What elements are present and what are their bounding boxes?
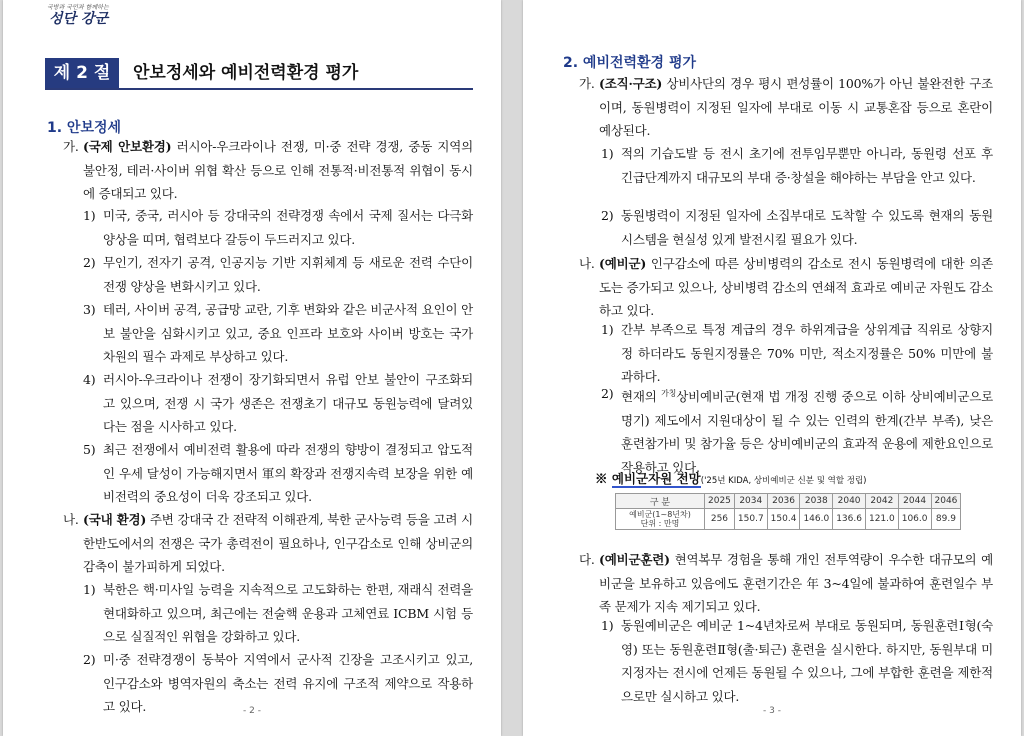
list-item	[83, 438, 473, 509]
superscript-note: 가칭	[661, 389, 677, 398]
table-row-label	[616, 509, 705, 530]
item-text: 동원병력이 지정된 일자에 소집부대로 도착할 수 있도록 현재의 동원시스템을 현실성 있게 발전시킬 필요가 있다.	[621, 208, 993, 247]
row-label-line: 예비군(1~8년차)	[629, 510, 691, 519]
paragraph-title: (조직·구조)	[599, 76, 663, 91]
table-header-cell: 2046	[931, 494, 961, 509]
heading-security-situation: 1. 안보정세	[47, 120, 122, 136]
item-number: 1)	[601, 146, 614, 161]
paragraph-label: 다.	[579, 552, 595, 567]
section-title: 안보정세와 예비전력환경 평가	[133, 63, 359, 83]
item-number: 1)	[601, 322, 614, 337]
item-text: 무인기, 전자기 공격, 인공지능 기반 지휘체계 등 새로운 전력 수단이 전쟁 양상을 변화시키고 있다.	[103, 255, 473, 294]
paragraph-ga	[579, 72, 993, 143]
heading-reserve-environment: 2. 예비전력환경 평가	[563, 55, 696, 71]
paragraph-label: 나.	[63, 512, 79, 527]
document-page-left	[3, 0, 501, 736]
paragraph-na	[63, 508, 473, 579]
table-header-cell: 2044	[898, 494, 931, 509]
section-header	[45, 58, 473, 90]
army-logo	[47, 4, 109, 28]
paragraph-title: (예비군)	[599, 256, 647, 271]
note-mark: ※	[595, 471, 608, 486]
note-source: ('25년 KIDA, 상비예비군 신분 및 역할 정립)	[700, 476, 867, 486]
item-text-prefix: 현재의	[621, 389, 662, 405]
paragraph-label: 나.	[579, 256, 595, 271]
item-text: 동원예비군은 예비군 1~4년차로써 부대로 동원되며, 동원훈련Ⅰ형(숙영) 또는 동원훈련Ⅱ형(출·퇴근) 훈련을 실시한다. 하지만, 동원부대 미지정자는 전시에 언제든 동원될 수 있으나, 그에 부합한 훈련을 제한적으로만 실시하고 있다.	[621, 618, 993, 704]
item-text: 러시아-우크라이나 전쟁이 장기화되면서 유럽 안보 불안이 구조화되고 있으며, 전쟁 시 국가 생존은 전쟁초기 대규모 동원능력에 달려있다는 점을 시사하고 있다.	[103, 372, 473, 434]
item-text: 간부 부족으로 특정 계급의 경우 하위계급을 상위계급 직위로 상향지정 하더라도 동원지정률은 70% 미만, 적소지정률은 50% 미만에 불과하다.	[621, 322, 993, 384]
row-label-unit: 단위 : 만명	[640, 519, 680, 528]
table-header-cell: 2025	[705, 494, 735, 509]
list-item	[83, 578, 473, 649]
item-text: 테러, 사이버 공격, 공급망 교란, 기후 변화와 같은 비군사적 요인이 안보 불안을 심화시키고 있고, 중요 인프라 보호와 사이버 방호는 국가 차원의 필수 과제로 부상하고 있다.	[103, 302, 473, 364]
item-number: 2)	[83, 652, 96, 667]
list-item	[601, 614, 993, 708]
item-text: 미국, 중국, 러시아 등 강대국의 전략경쟁 속에서 국제 질서는 다극화 양상을 띠며, 협력보다 갈등이 두드러지고 있다.	[103, 208, 473, 247]
table-header-row	[616, 494, 961, 509]
table-cell: 136.6	[833, 509, 866, 530]
logo-text: 성단 강군	[49, 11, 108, 27]
item-text: 최근 전쟁에서 예비전력 활용에 따라 전쟁의 향방이 결정되고 압도적인 우세 달성이 가능해지면서 軍의 확장과 전쟁지속력 보장을 위한 예비전력의 중요성이 더욱 강조되고 있다.	[103, 442, 473, 504]
paragraph-label: 가.	[63, 139, 79, 154]
list-item	[83, 204, 473, 251]
table-cell: 150.4	[767, 509, 800, 530]
item-number: 4)	[83, 372, 96, 387]
list-item	[601, 142, 993, 189]
table-header-cell: 2034	[734, 494, 767, 509]
page-number: - 3 -	[763, 706, 781, 716]
list-item	[83, 298, 473, 369]
forecast-note	[595, 469, 867, 487]
item-number: 1)	[83, 208, 96, 223]
item-number: 2)	[83, 255, 96, 270]
list-item	[83, 368, 473, 439]
note-title: 예비군자원 전망	[611, 471, 701, 486]
table-header-label: 구 분	[616, 494, 705, 509]
item-text: 미·중 전략경쟁이 동북아 지역에서 군사적 긴장을 고조시키고 있고, 인구감소와 병역자원의 축소는 전력 유지에 구조적 제약으로 작용하고 있다.	[103, 652, 473, 714]
table-cell: 89.9	[931, 509, 961, 530]
table-header-cell: 2038	[800, 494, 833, 509]
paragraph-text: 주변 강대국 간 전략적 이해관계, 북한 군사능력 등을 고려 시 한반도에서의 전쟁은 국가 총력전이 필요하나, 인구감소로 인해 상비군의 감축이 불가피하게 되었다.	[83, 512, 473, 574]
item-number: 1)	[83, 582, 96, 597]
item-number: 2)	[601, 208, 614, 223]
table-row	[616, 509, 961, 530]
list-item	[601, 318, 993, 389]
table-cell: 121.0	[865, 509, 898, 530]
item-number: 1)	[601, 618, 614, 633]
item-text: 적의 기습도발 등 전시 초기에 전투임무뿐만 아니라, 동원령 선포 후 긴급단계까지 대규모의 부대 증·창설을 해야하는 부담을 안고 있다.	[621, 146, 993, 185]
table-header-cell: 2042	[865, 494, 898, 509]
paragraph-da	[579, 548, 993, 619]
list-item	[601, 204, 993, 251]
paragraph-label: 가.	[579, 76, 595, 91]
paragraph-na	[579, 252, 993, 323]
reserve-forecast-table	[615, 493, 961, 530]
table-header-cell: 2040	[833, 494, 866, 509]
paragraph-title: (예비군훈련)	[599, 552, 670, 567]
table-cell: 150.7	[734, 509, 767, 530]
page-number: - 2 -	[243, 706, 261, 716]
paragraph-text: 러시아-우크라이나 전쟁, 미·중 전략 경쟁, 중동 지역의 불안정, 테러·사이버 위협 확산 등으로 인해 전통적·비전통적 위협이 동시에 증대되고 있다.	[83, 139, 473, 201]
document-page-right	[523, 0, 1021, 736]
item-number: 3)	[83, 302, 96, 317]
paragraph-text: 상비사단의 경우 평시 편성률이 100%가 아닌 불완전한 구조이며, 동원병력이 지정된 일자에 부대로 이동 시 교통혼잡 등으로 혼란이 예상된다.	[599, 76, 993, 138]
item-number: 5)	[83, 442, 96, 457]
table-cell: 106.0	[898, 509, 931, 530]
paragraph-title: (국제 안보환경)	[83, 139, 172, 154]
paragraph-ga	[63, 135, 473, 206]
table-cell: 256	[705, 509, 735, 530]
paragraph-text: 인구감소에 따른 상비병력의 감소로 전시 동원병력에 대한 의존도는 증가되고 있으나, 상비병력 감소의 연쇄적 효과로 예비군 자원도 감소하고 있다.	[599, 256, 993, 318]
paragraph-text: 현역복무 경험을 통해 개인 전투역량이 우수한 대규모의 예비군을 보유하고 있음에도 훈련기간은 年 3~4일에 불과하여 훈련일수 부족 문제가 지속 제기되고 있다.	[599, 552, 993, 614]
section-number: 제 2 절	[45, 58, 119, 88]
item-text: 상비예비군(현재 법 개정 진행 중으로 이하 상비예비군으로 명기) 제도에서 지원대상이 될 수 있는 인력의 한계(간부 부족), 낮은 훈련참가비 및 참가율 등은 상비예비군의 효과적 운용에 제한요인으로 작용하고 있다.	[621, 389, 993, 475]
logo-slogan: 국방과 국민과 함께하는	[47, 4, 109, 11]
paragraph-title: (국내 환경)	[83, 512, 147, 527]
item-number: 2)	[601, 386, 614, 401]
item-text: 북한은 핵·미사일 능력을 지속적으로 고도화하는 한편, 재래식 전력을 현대화하고 있으며, 최근에는 전술핵 운용과 고체연료 ICBM 시험 등으로 실질적인 위협을 강화하고 있다.	[103, 582, 473, 644]
table-cell: 146.0	[800, 509, 833, 530]
table-header-cell: 2036	[767, 494, 800, 509]
list-item	[83, 251, 473, 298]
